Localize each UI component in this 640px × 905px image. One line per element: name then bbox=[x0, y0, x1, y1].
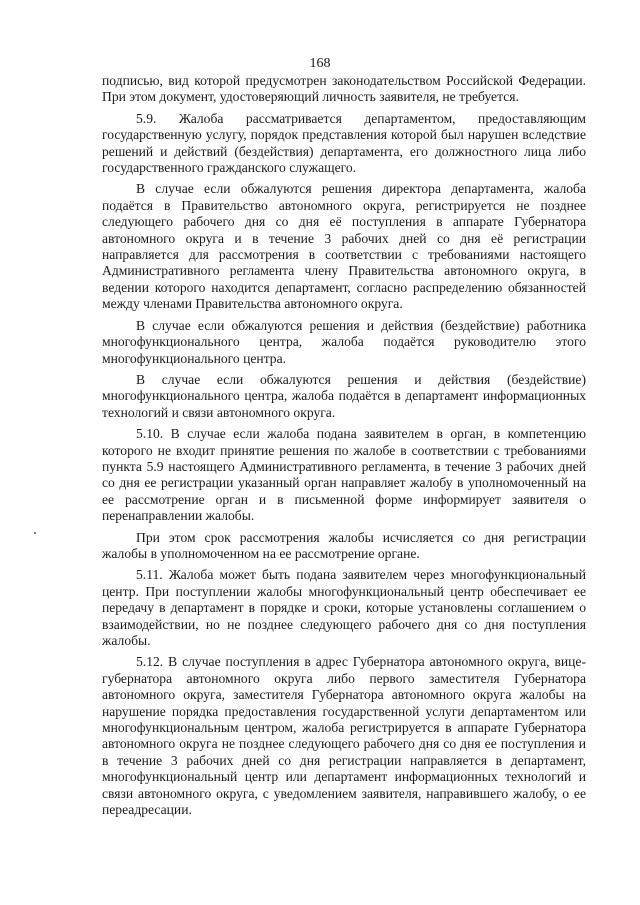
paragraph-mfc-worker-appeal: В случае если обжалуются решения и действия (бездействие) работника многофункционального центра, жалоба подаётся руководителю этого многофункционального центра. bbox=[102, 317, 586, 366]
paragraph-5-9: 5.9. Жалоба рассматривается департаментом, предоставляющим государственную услугу, порядок представления которой был нарушен вследствие решений и действий (бездействия) департамента, его должностного лица либо государственного гражданского служащего. bbox=[102, 110, 586, 176]
paragraph-5-12: 5.12. В случае поступления в адрес Губернатора автономного округа, вице-губернатора автономного округа либо первого заместителя Губернатора автономного округа, заместителя Губернатора автономного округа жалобы на нарушение порядка предоставления государственной услуги департаментом или многофункциональным центром, жалоба регистрируется в аппарате Губернатора автономного округа не позднее следующего рабочего дня со дня ее поступления и в течение 3 рабочих дней со дня регистрации направляется в департамент, многофункциональный центр или департамент информационных технологий и связи автономного округа, с уведомлением заявителя, направившего жалобу, о ее переадресации. bbox=[102, 654, 586, 818]
document-body bbox=[102, 73, 586, 823]
paragraph-review-period: При этом срок рассмотрения жалобы исчисляется со дня регистрации жалобы в уполномоченном на ее рассмотрение органе. bbox=[102, 529, 586, 561]
paragraph-5-11: 5.11. Жалоба может быть подана заявителем через многофункциональный центр. При поступлении жалобы многофункциональный центр обеспечивает ее передачу в департамент в порядке и сроки, которые установлены соглашением о взаимодействии, но не позднее следующего рабочего дня со дня поступления жалобы. bbox=[102, 567, 586, 648]
paragraph-director-appeal: В случае если обжалуются решения директора департамента, жалоба подаётся в Правительство автономного округа, регистрируется не позднее следующего рабочего дня со дня её поступления в аппарате Губернатора автономного округа и в течение 3 рабочих дней со дня её регистрации направляется для рассмотрения в соответствии с требованиями настоящего Административного регламента члену Правительства автономного округа, в ведении которого находится департамент, согласно распределению обязанностей между членами Правительства автономного округа. bbox=[102, 181, 586, 312]
paragraph-continuation: подписью, вид которой предусмотрен законодательством Российской Федерации. При этом документ, удостоверяющий личность заявителя, не требуется. bbox=[102, 73, 586, 105]
paragraph-mfc-appeal: В случае если обжалуются решения и действия (бездействие) многофункционального центра, жалоба подаётся в департамент информационных технологий и связи автономного округа. bbox=[102, 371, 586, 420]
margin-mark bbox=[34, 532, 36, 534]
paragraph-5-10: 5.10. В случае если жалоба подана заявителем в орган, в компетенцию которого не входит принятие решения по жалобе в соответствии с требованиями пункта 5.9 настоящего Административного регламента, в течение 3 рабочих дней со дня ее регистрации указанный орган направляет жалобу в уполномоченный на ее рассмотрение орган и в письменной форме информирует заявителя о перенаправлении жалобы. bbox=[102, 426, 586, 524]
page-number: 168 bbox=[309, 56, 331, 71]
